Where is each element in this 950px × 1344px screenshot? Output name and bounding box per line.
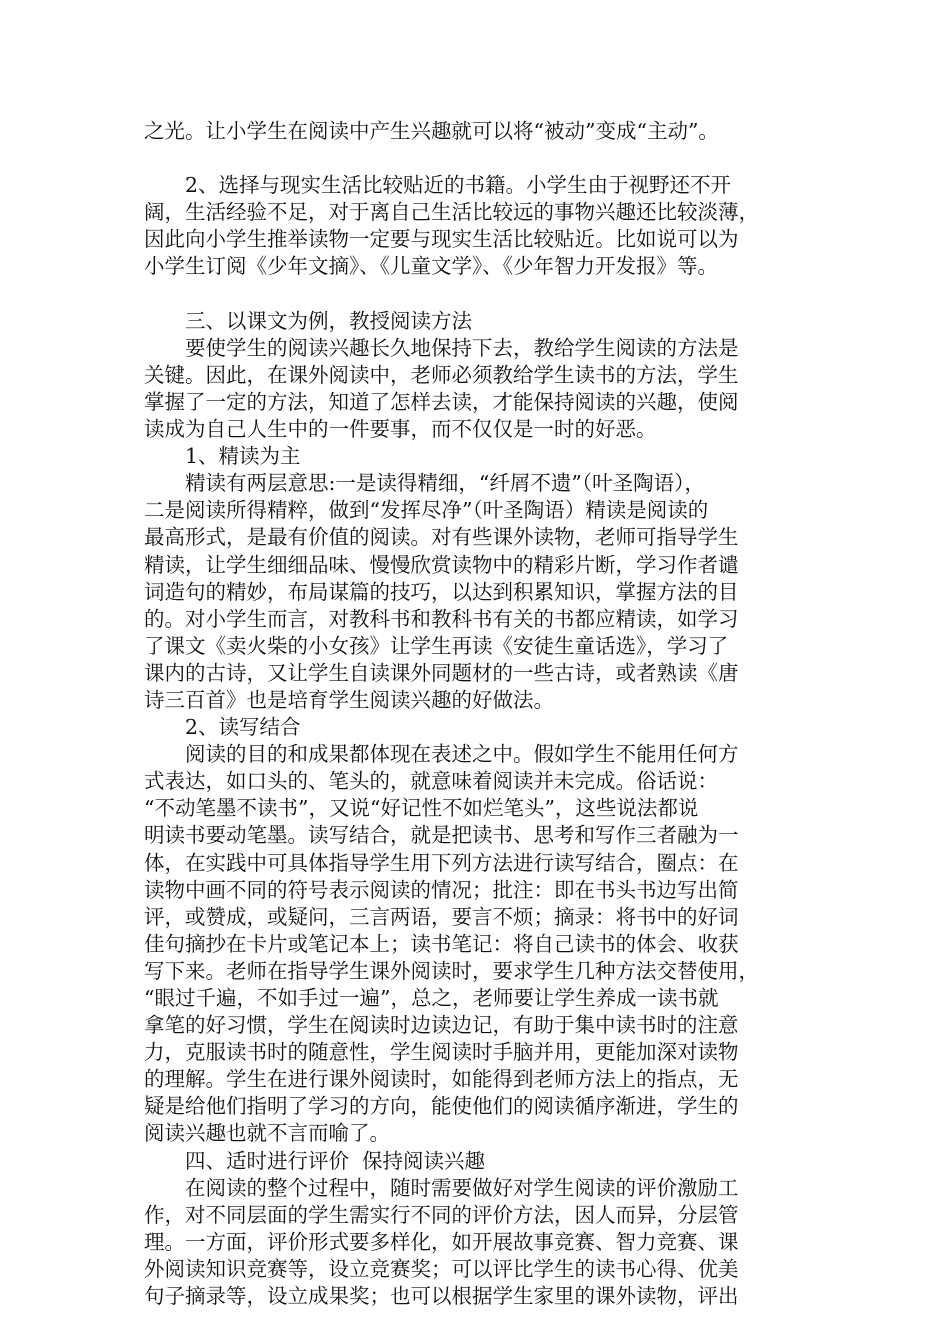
text-line: 小学生订阅《少年文摘》、《儿童文学》、《少年智力开发报》等。 [144, 254, 718, 279]
text-line: 疑是给他们指明了学习的方向，能使他们的阅读循序渐进，学生的 [144, 1094, 739, 1119]
text-line: “不动笔墨不读书”，又说“好记性不如烂笔头”，这些说法都说 [144, 796, 699, 821]
text-line: 理。一方面，评价形式要多样化，如开展故事竞赛、智力竞赛、课 [144, 1229, 739, 1254]
section-heading: 四、适时进行评价 保持阅读兴趣 [144, 1148, 486, 1173]
text-line: 最高形式，是最有价值的阅读。对有些课外读物，老师可指导学生 [144, 525, 739, 550]
text-line: 写下来。老师在指导学生课外阅读时，要求学生几种方法交替使用， [144, 958, 759, 983]
text-line: 课内的古诗，又让学生自读课外同题材的一些古诗，或者熟读《唐 [144, 660, 739, 685]
paragraph-gap [144, 145, 808, 172]
text-line: 要使学生的阅读兴趣长久地保持下去，教给学生阅读的方法是 [144, 335, 739, 360]
text-line: 的。对小学生而言，对教科书和教科书有关的书都应精读，如学习 [144, 606, 739, 631]
text-line: 式表达，如口头的、笔头的，就意味着阅读并未完成。俗话说： [144, 769, 718, 794]
text-line: 2、选择与现实生活比较贴近的书籍。小学生由于视野还不开 [144, 173, 732, 198]
text-line: 精读，让学生细细品味、慢慢欣赏读物中的精彩片断，学习作者谴 [144, 552, 739, 577]
section-heading: 三、以课文为例，教授阅读方法 [144, 308, 472, 333]
text-line: 阅读的目的和成果都体现在表述之中。假如学生不能用任何方 [144, 742, 739, 767]
document-body [144, 118, 808, 1310]
text-line: “眼过千遍，不如手过一遍”，总之，老师要让学生养成一读书就 [144, 986, 719, 1010]
subsection-heading: 1、精读为主 [144, 444, 301, 469]
subsection-heading: 2、读写结合 [144, 715, 301, 740]
text-line: 之光。让小学生在阅读中产生兴趣就可以将“被动”变成“主动”。 [144, 119, 719, 143]
text-line: 因此向小学生推举读物一定要与现实生活比较贴近。比如说可以为 [144, 227, 739, 252]
text-line: 拿笔的好习惯，学生在阅读时边读边记，有助于集中读书时的注意 [144, 1013, 739, 1038]
text-line: 明读书要动笔墨。读写结合，就是把读书、思考和写作三者融为一 [144, 823, 739, 848]
text-line: 佳句摘抄在卡片或笔记本上；读书笔记：将自己读书的体会、收获 [144, 931, 739, 956]
text-line: 的理解。学生在进行课外阅读时，如能得到老师方法上的指点，无 [144, 1067, 739, 1092]
text-line: 读物中画不同的符号表示阅读的情况；批注：即在书头书边写出简 [144, 877, 739, 902]
text-line: 掌握了一定的方法，知道了怎样去读，才能保持阅读的兴趣，使阅 [144, 389, 739, 414]
text-line: 阅读兴趣也就不言而喻了。 [144, 1121, 390, 1146]
text-line: 评，或赞成，或疑问，三言两语，要言不烦；摘录：将书中的好词 [144, 904, 739, 929]
text-line: 诗三百首》也是培育学生阅读兴趣的好做法。 [144, 687, 554, 712]
text-line: 作，对不同层面的学生需实行不同的评价方法，因人而异，分层管 [144, 1202, 739, 1227]
text-line: 词造句的精妙，布局谋篇的技巧，以达到积累知识，掌握方法的目 [144, 579, 739, 604]
text-line: 体，在实践中可具体指导学生用下列方法进行读写结合，圈点：在 [144, 850, 739, 875]
paragraph-gap [144, 281, 808, 308]
text-line: 阔，生活经验不足，对于离自己生活比较远的事物兴趣还比较淡薄， [144, 200, 759, 225]
text-line: 句子摘录等，设立成果奖；也可以根据学生家里的课外读物，评出 [144, 1284, 739, 1309]
text-line: 在阅读的整个过程中，随时需要做好对学生阅读的评价激励工 [144, 1175, 739, 1200]
text-line: 力，克服读书时的随意性，学生阅读时手脑并用，更能加深对读物 [144, 1040, 739, 1065]
text-line: 了课文《卖火柴的小女孩》让学生再读《安徒生童话选》，学习了 [144, 633, 729, 658]
text-line: 外阅读知识竞赛等，设立竞赛奖；可以评比学生的读书心得、优美 [144, 1256, 739, 1281]
text-line: 二是阅读所得精粹，做到“发挥尽净”（叶圣陶语）精读是阅读的 [144, 498, 709, 523]
text-line: 读成为自己人生中的一件要事，而不仅仅是一时的好恶。 [144, 417, 657, 442]
text-line: 精读有两层意思:一是读得精细，“纤屑不遗”（叶圣陶语）， [144, 471, 705, 496]
text-line: 关键。因此，在课外阅读中，老师必须教给学生读书的方法，学生 [144, 362, 739, 387]
